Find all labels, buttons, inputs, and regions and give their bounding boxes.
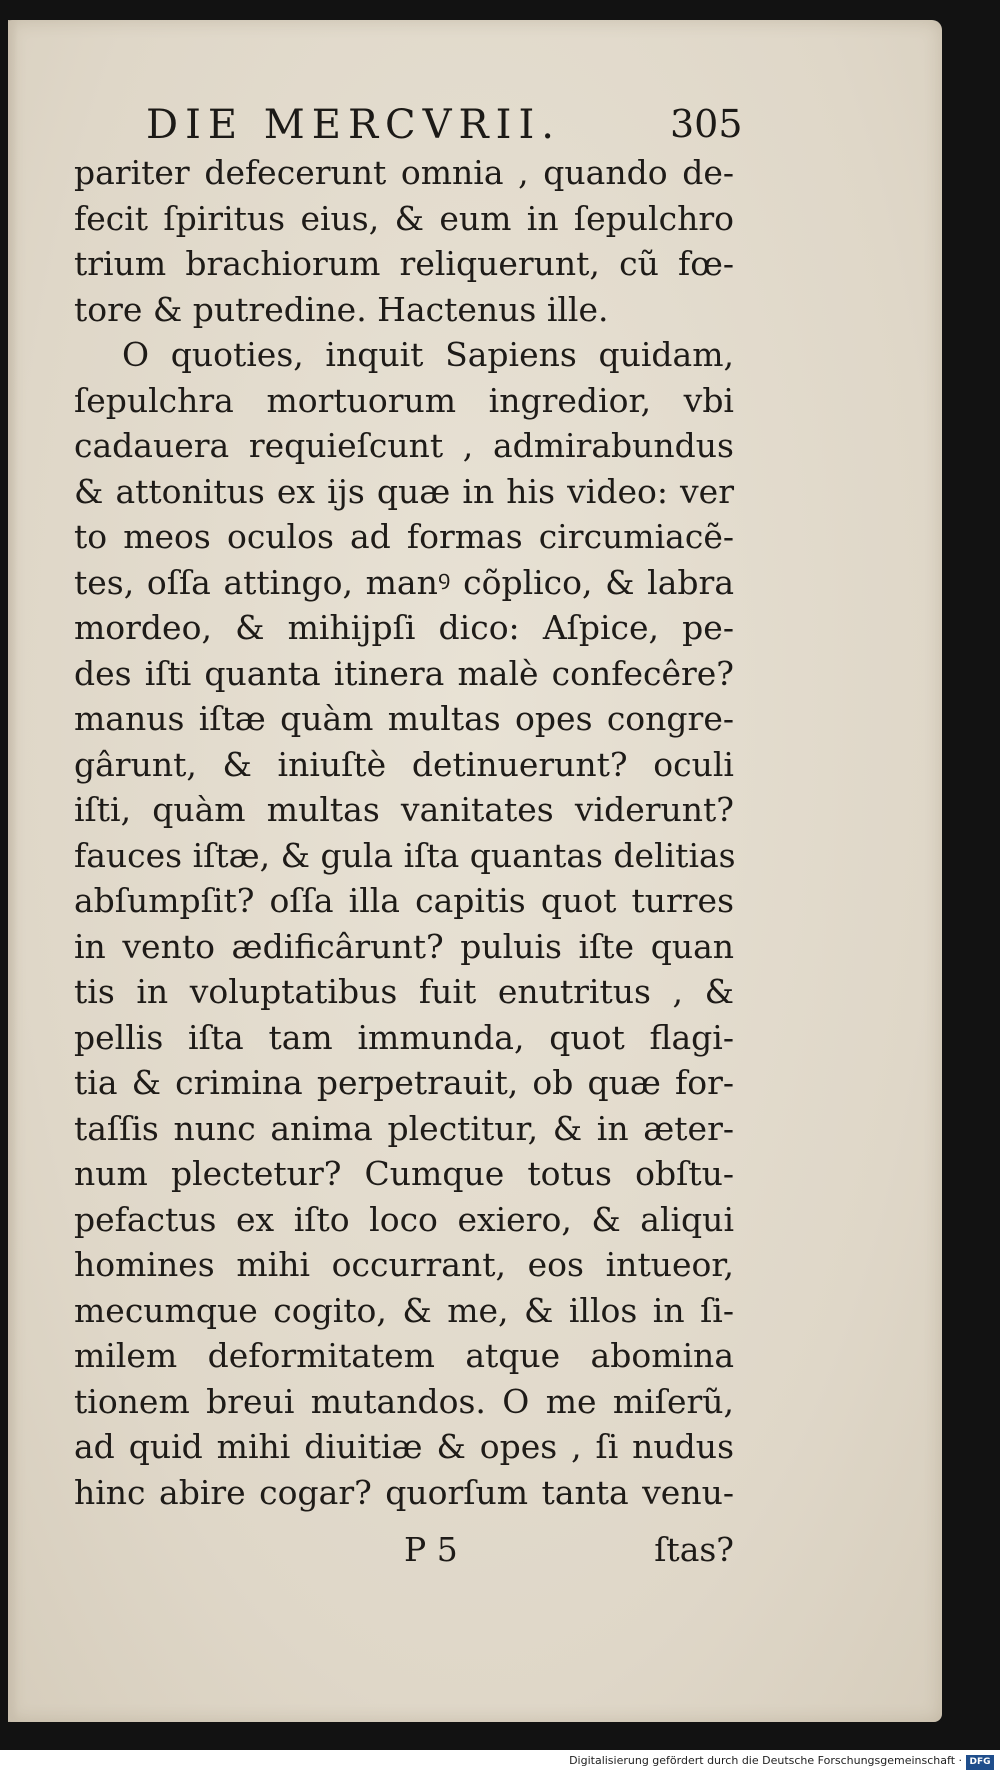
text-line: pefactus ex iſto loco exiero, & aliqui (74, 1199, 734, 1239)
text-line: taſſis nunc anima plectitur, & in æter- (74, 1108, 734, 1148)
text-line: des iſti quanta itinera malè confecêre? (74, 653, 734, 693)
page-edge-shadow (8, 20, 18, 1722)
page-number: 305 (670, 102, 743, 146)
running-title: DIE MERCVRII. (146, 102, 561, 148)
text-line: iſti, quàm multas vanitates viderunt? (74, 790, 734, 829)
text-line: fauces iſtæ, & gula iſta quantas delitias (74, 835, 736, 875)
text-line: ſepulchra mortuorum ingredior, vbi (74, 380, 734, 420)
text-line: tionem breui mutandos. O me miſerũ, (74, 1381, 734, 1421)
text-line: tia & crimina perpetrauit, ob quæ for- (74, 1063, 734, 1102)
body-text (74, 150, 734, 1515)
text-line: homines mihi occurrant, eos intueor, (74, 1245, 734, 1284)
catchword: ſtas? (654, 1530, 734, 1569)
text-line: milem deformitatem atque abomina (74, 1336, 734, 1375)
book-page (8, 20, 942, 1722)
signature-mark: P 5 (404, 1530, 458, 1569)
text-line: tes, oſſa attingo, manꝰ cõplico, & labra (74, 562, 734, 602)
text-line: hinc abire cogar? quorſum tanta venu- (74, 1472, 734, 1512)
text-line: tore & putredine. Hactenus ille. (74, 289, 609, 329)
text-line: cadauera requieſcunt , admirabundus (74, 426, 734, 465)
text-line: gârunt, & iniuſtè detinuerunt? oculi (74, 744, 734, 784)
page-footer (74, 1530, 734, 1580)
text-line: pellis iſta tam immunda, quot flagi- (74, 1017, 734, 1057)
text-line: pariter defecerunt omnia , quando de- (74, 153, 734, 192)
credit-text: Digitalisierung gefördert durch die Deutsche Forschungsgemeinschaft · (569, 1754, 962, 1767)
text-line: & attonitus ex ijs quæ in his video: ver (74, 471, 734, 511)
text-line: fecit ſpiritus eius, & eum in ſepulchro (74, 198, 734, 238)
text-line: abſumpſit? oſſa illa capitis quot turres (74, 881, 734, 920)
text-line: O quoties, inquit Sapiens quidam, (122, 335, 734, 374)
text-line: num plectetur? Cumque totus obſtu- (74, 1154, 734, 1193)
text-line: in vento ædificârunt? puluis iſte quan (74, 926, 734, 966)
text-line: tis in voluptatibus fuit enutritus , & (74, 972, 734, 1011)
text-line: mordeo, & mihijpſi dico: Aſpice, pe- (74, 608, 734, 647)
dfg-logo-icon: DFG (966, 1755, 994, 1770)
credit-bar (0, 1750, 1000, 1775)
text-line: mecumque cogito, & me, & illos in ſi- (74, 1290, 734, 1330)
text-line: ad quid mihi diuitiæ & opes , ſi nudus (74, 1427, 734, 1466)
text-line: manus iſtæ quàm multas opes congre- (74, 699, 734, 738)
text-line: to meos oculos ad formas circumiacẽ- (74, 517, 734, 556)
text-line: trium brachiorum reliquerunt, cũ fœ- (74, 244, 734, 283)
